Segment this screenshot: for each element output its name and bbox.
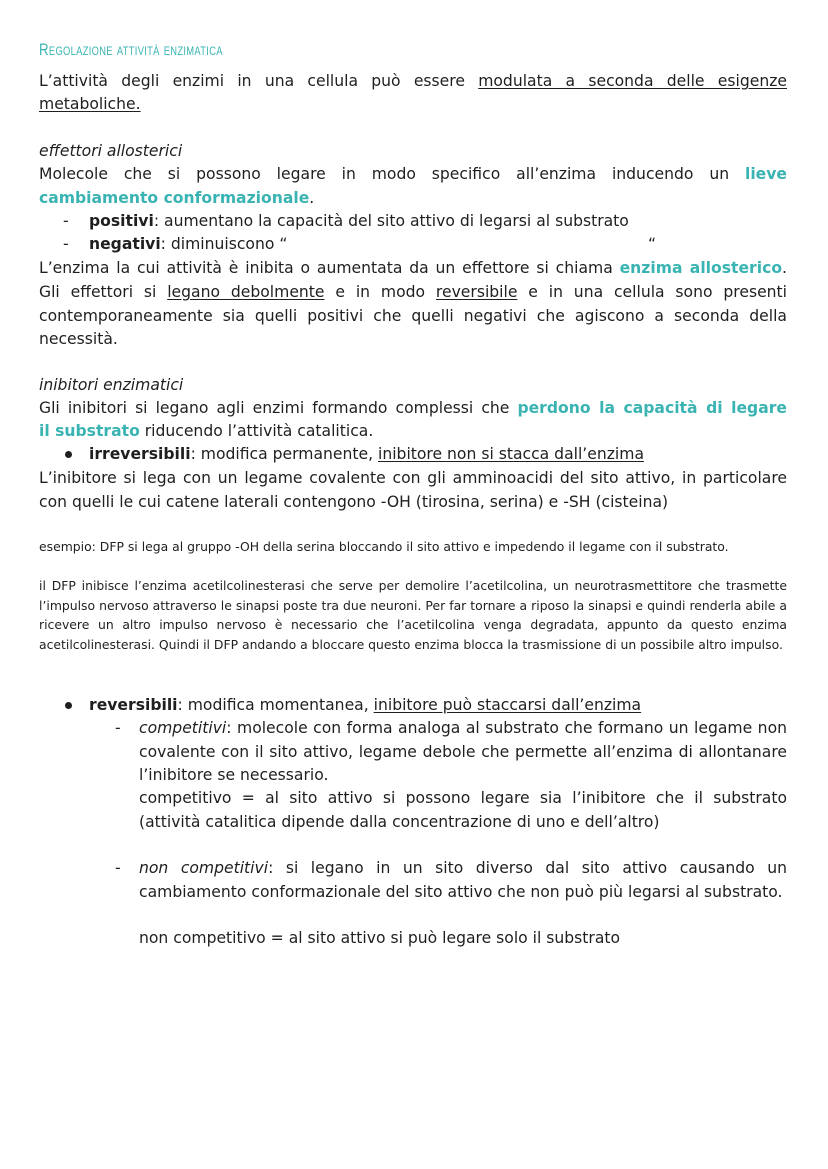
section-heading-inhibitors: inibitori enzimatici	[39, 376, 184, 394]
allosteric-paragraph-2: L’enzima la cui attività è inibita o aumentata da un effettore si chiama enzima allosterico.	[39, 259, 787, 277]
dash-icon: -	[63, 212, 69, 230]
inhibitors-line-2: il substrato riducendo l’attività catalitica.	[39, 422, 374, 440]
dash-icon: -	[63, 235, 69, 253]
bullet-icon	[65, 702, 72, 709]
competitive-paragraph: competitivi: molecole con forma analoga al substrato che formano un legame non covalente con il sito attivo, legame debole che permette all’enzima di allontanare l’inibitore se necessario.	[139, 719, 787, 784]
example-paragraph-2: il DFP inibisce l’enzima acetilcolinesterasi che serve per demolire l’acetilcolina, un neurotrasmettitore che trasmette l’impulso nervoso attraverso le sinapsi poste tra due neuroni. Per far tornare a riposo la sinapsi e quindi renderla abile a ricevere un altro impulso nervoso è necessario che l’acetilcolina venga degradata, appunto da questo enzima acetilcolinesterasi. Quindi il DFP andando a bloccare questo enzima blocca la trasmissione di un possibile altro impulso.	[39, 578, 787, 652]
intro-line-1: L’attività degli enzimi in una cellula può essere modulata a seconda delle esigenze	[39, 72, 787, 90]
dash-icon: -	[115, 719, 121, 737]
list-item-irreversibili: irreversibili: modifica permanente, inibitore non si stacca dall’enzima	[89, 445, 644, 463]
section-heading-allosteric: effettori allosterici	[39, 142, 183, 160]
noncompetitive-paragraph: non competitivi: si legano in un sito diverso dal sito attivo causando un cambiamento conformazionale del sito attivo che non può più legarsi al substrato.	[139, 859, 788, 901]
irreversible-paragraph: L’inibitore si lega con un legame covalente con gli amminoacidi del sito attivo, in particolare con quelli le cui catene laterali contengono -OH (tirosina, serina) e -SH (cisteina)	[39, 469, 787, 511]
list-item-positivi: positivi: aumentano la capacità del sito attivo di legarsi al substrato	[89, 212, 629, 230]
dash-icon: -	[115, 859, 121, 877]
allosteric-line-1: Molecole che si possono legare in modo specifico all’enzima inducendo un lieve	[39, 165, 787, 183]
allosteric-line-2: cambiamento conformazionale.	[39, 189, 315, 207]
example-paragraph-1: esempio: DFP si lega al gruppo -OH della serina bloccando il sito attivo e impedendo il legame con il substrato.	[39, 539, 729, 554]
list-item-negativi: negativi: diminuiscono “	[89, 235, 288, 253]
inhibitors-line-1: Gli inibitori si legano agli enzimi formando complessi che perdono la capacità di legare	[39, 399, 787, 417]
list-item-reversibili: reversibili: modifica momentanea, inibitore può staccarsi dall’enzima	[89, 696, 642, 714]
bullet-icon	[65, 451, 72, 458]
intro-line-2: metaboliche.	[39, 95, 141, 113]
allosteric-paragraph-3: Gli effettori si legano debolmente e in modo reversibile e in una cellula sono presenti contemporaneamente sia quelli positivi che quelli negativi che agiscono a seconda della necessità.	[39, 283, 787, 348]
competitive-note: competitivo = al sito attivo si possono legare sia l’inibitore che il substrato (attività catalitica dipende dalla concentrazione di uno e dell’altro)	[139, 789, 787, 831]
page-title: Regolazione attività enzimatica	[39, 40, 223, 59]
quote-mark: “	[648, 235, 657, 253]
noncompetitive-note: non competitivo = al sito attivo si può legare solo il substrato	[139, 929, 621, 947]
